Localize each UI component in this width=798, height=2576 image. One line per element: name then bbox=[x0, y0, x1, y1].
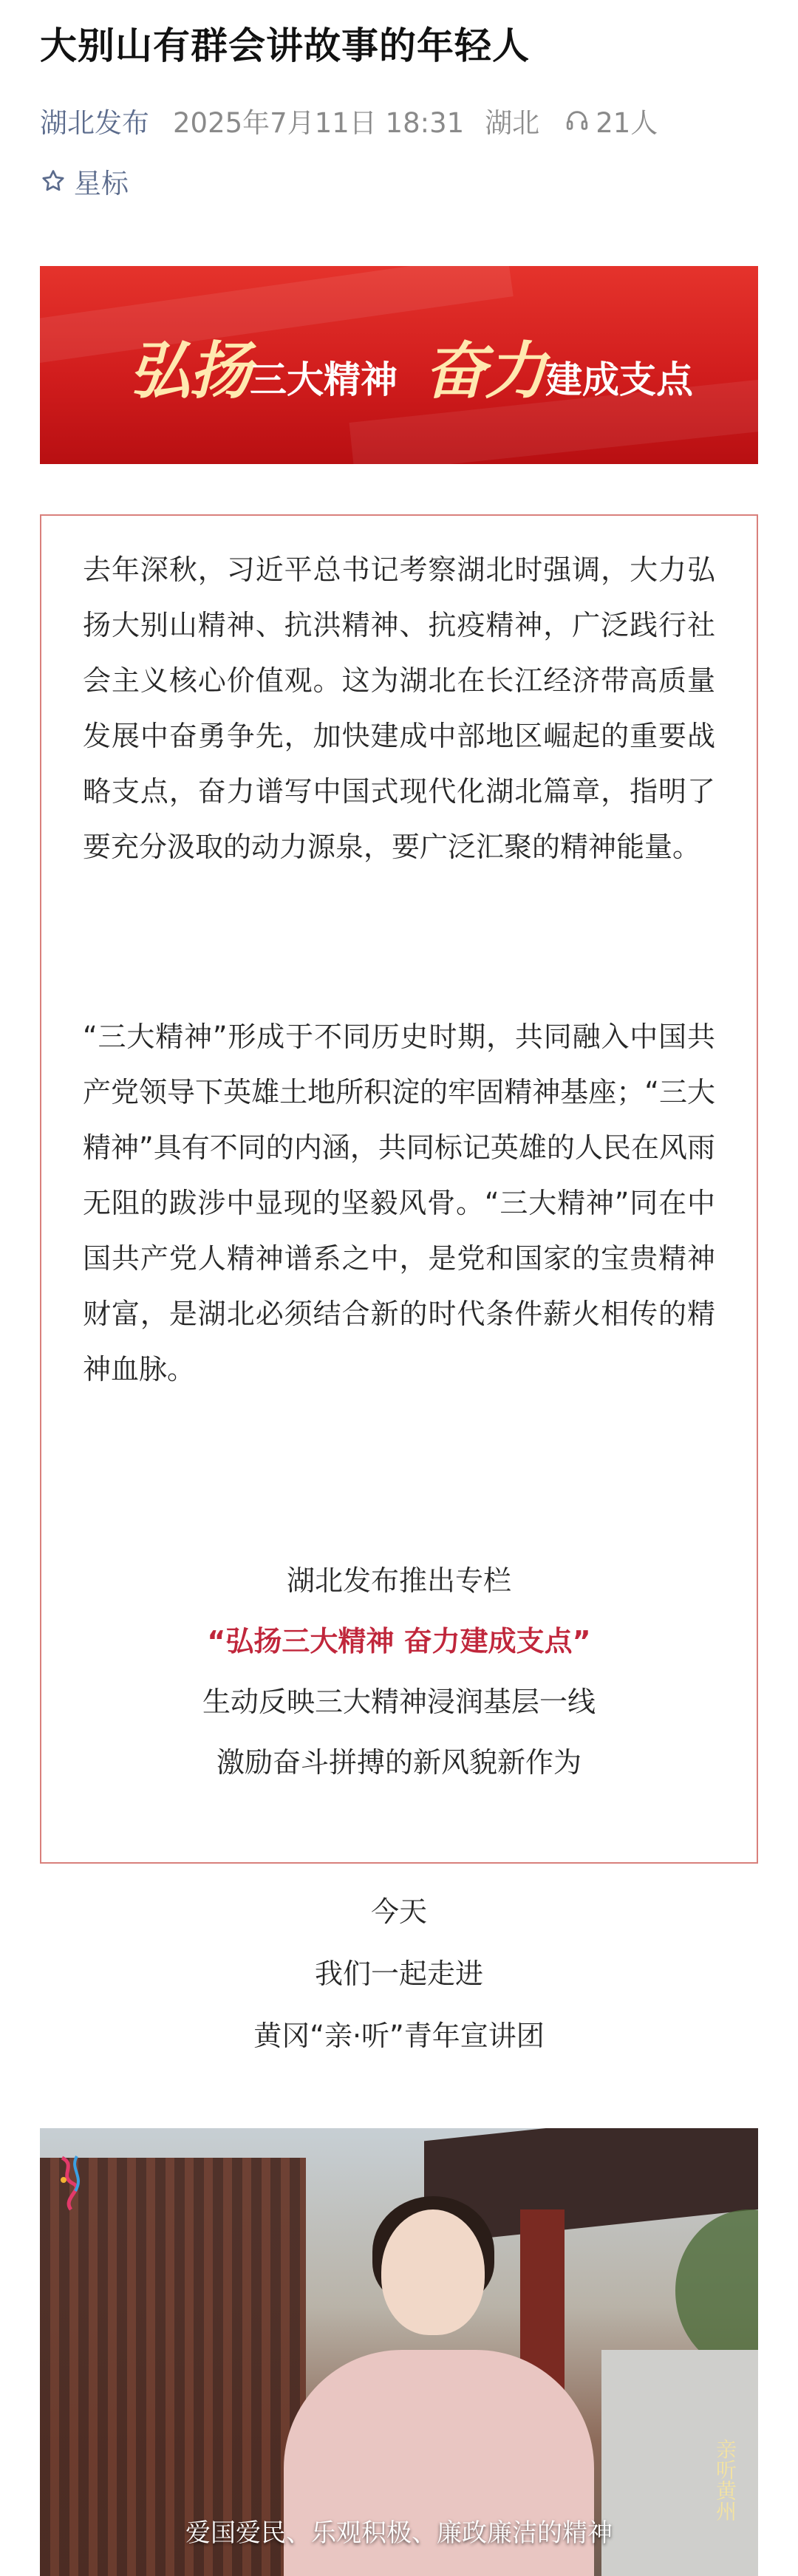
campaign-banner bbox=[40, 266, 758, 464]
banner-plain-2: 建成支点 bbox=[545, 358, 694, 401]
publish-region: 湖北 bbox=[485, 107, 540, 139]
location-seal: 亲听黄州 bbox=[713, 2439, 737, 2521]
tree bbox=[675, 2209, 758, 2372]
article-title: 大别山有群会讲故事的年轻人 bbox=[40, 24, 530, 67]
column-line-4: 激励奋斗拼搏的新风貌新作为 bbox=[216, 1746, 582, 1779]
column-line-3: 生动反映三大精神浸润基层一线 bbox=[202, 1686, 596, 1718]
article-meta bbox=[40, 100, 658, 140]
account-name-link[interactable]: 湖北发布 bbox=[40, 107, 149, 139]
today-line-1: 今天 bbox=[370, 1895, 427, 1928]
intro-paragraph-1: 去年深秋，习近平总书记考察湖北时强调，大力弘扬大别山精神、抗洪精神、抗疫精神，广泛践行社会主义核心价值观。这为湖北在长江经济带高质量发展中奋勇争先，加快建成中部地区崛起的重要战略支点，奋力谱写中国式现代化湖北篇章，指明了要充分汲取的动力源泉，要广泛汇聚的精神能量。 bbox=[83, 553, 715, 863]
today-line-3: 黄冈“亲·听”青年宣讲团 bbox=[253, 2020, 545, 2052]
star-icon bbox=[40, 168, 66, 194]
channel-logo-icon bbox=[55, 2150, 89, 2217]
banner-script-2: 奋力 bbox=[424, 334, 546, 407]
star-label: 星标 bbox=[74, 168, 129, 200]
column-intro bbox=[41, 1550, 757, 1793]
banner-slogan bbox=[129, 321, 693, 411]
video-caption: 爱国爱民、乐观积极、廉政廉洁的精神 bbox=[185, 2518, 613, 2548]
headphones-icon bbox=[565, 108, 590, 133]
today-line-2: 我们一起走进 bbox=[314, 1957, 483, 1990]
column-line-1: 湖北发布推出专栏 bbox=[286, 1564, 511, 1597]
banner-plain-1: 三大精神 bbox=[250, 358, 398, 401]
intro-frame bbox=[40, 514, 758, 1864]
today-intro bbox=[0, 1881, 798, 2067]
column-title: “弘扬三大精神 奋力建成支点” bbox=[207, 1625, 591, 1657]
speaker-face bbox=[381, 2209, 485, 2335]
banner-script-1: 弘扬 bbox=[129, 334, 250, 407]
listen-count: 21人 bbox=[596, 107, 658, 139]
listen-button[interactable] bbox=[565, 100, 658, 140]
video-frame-image[interactable] bbox=[40, 2128, 758, 2576]
intro-paragraph-2: “三大精神”形成于不同历史时期，共同融入中国共产党领导下英雄土地所积淀的牢固精神基座；“三大精神”具有不同的内涵，共同标记英雄的人民在风雨无阻的跋涉中显现的坚毅风骨。“三大精神”同在中国共产党人精神谱系之中，是党和国家的宝贵精神财富，是湖北必须结合新的时代条件薪火相传的精神血脉。 bbox=[83, 1020, 715, 1386]
star-button[interactable] bbox=[40, 161, 129, 201]
publish-date: 2025年7月11日 18:31 bbox=[173, 107, 465, 139]
